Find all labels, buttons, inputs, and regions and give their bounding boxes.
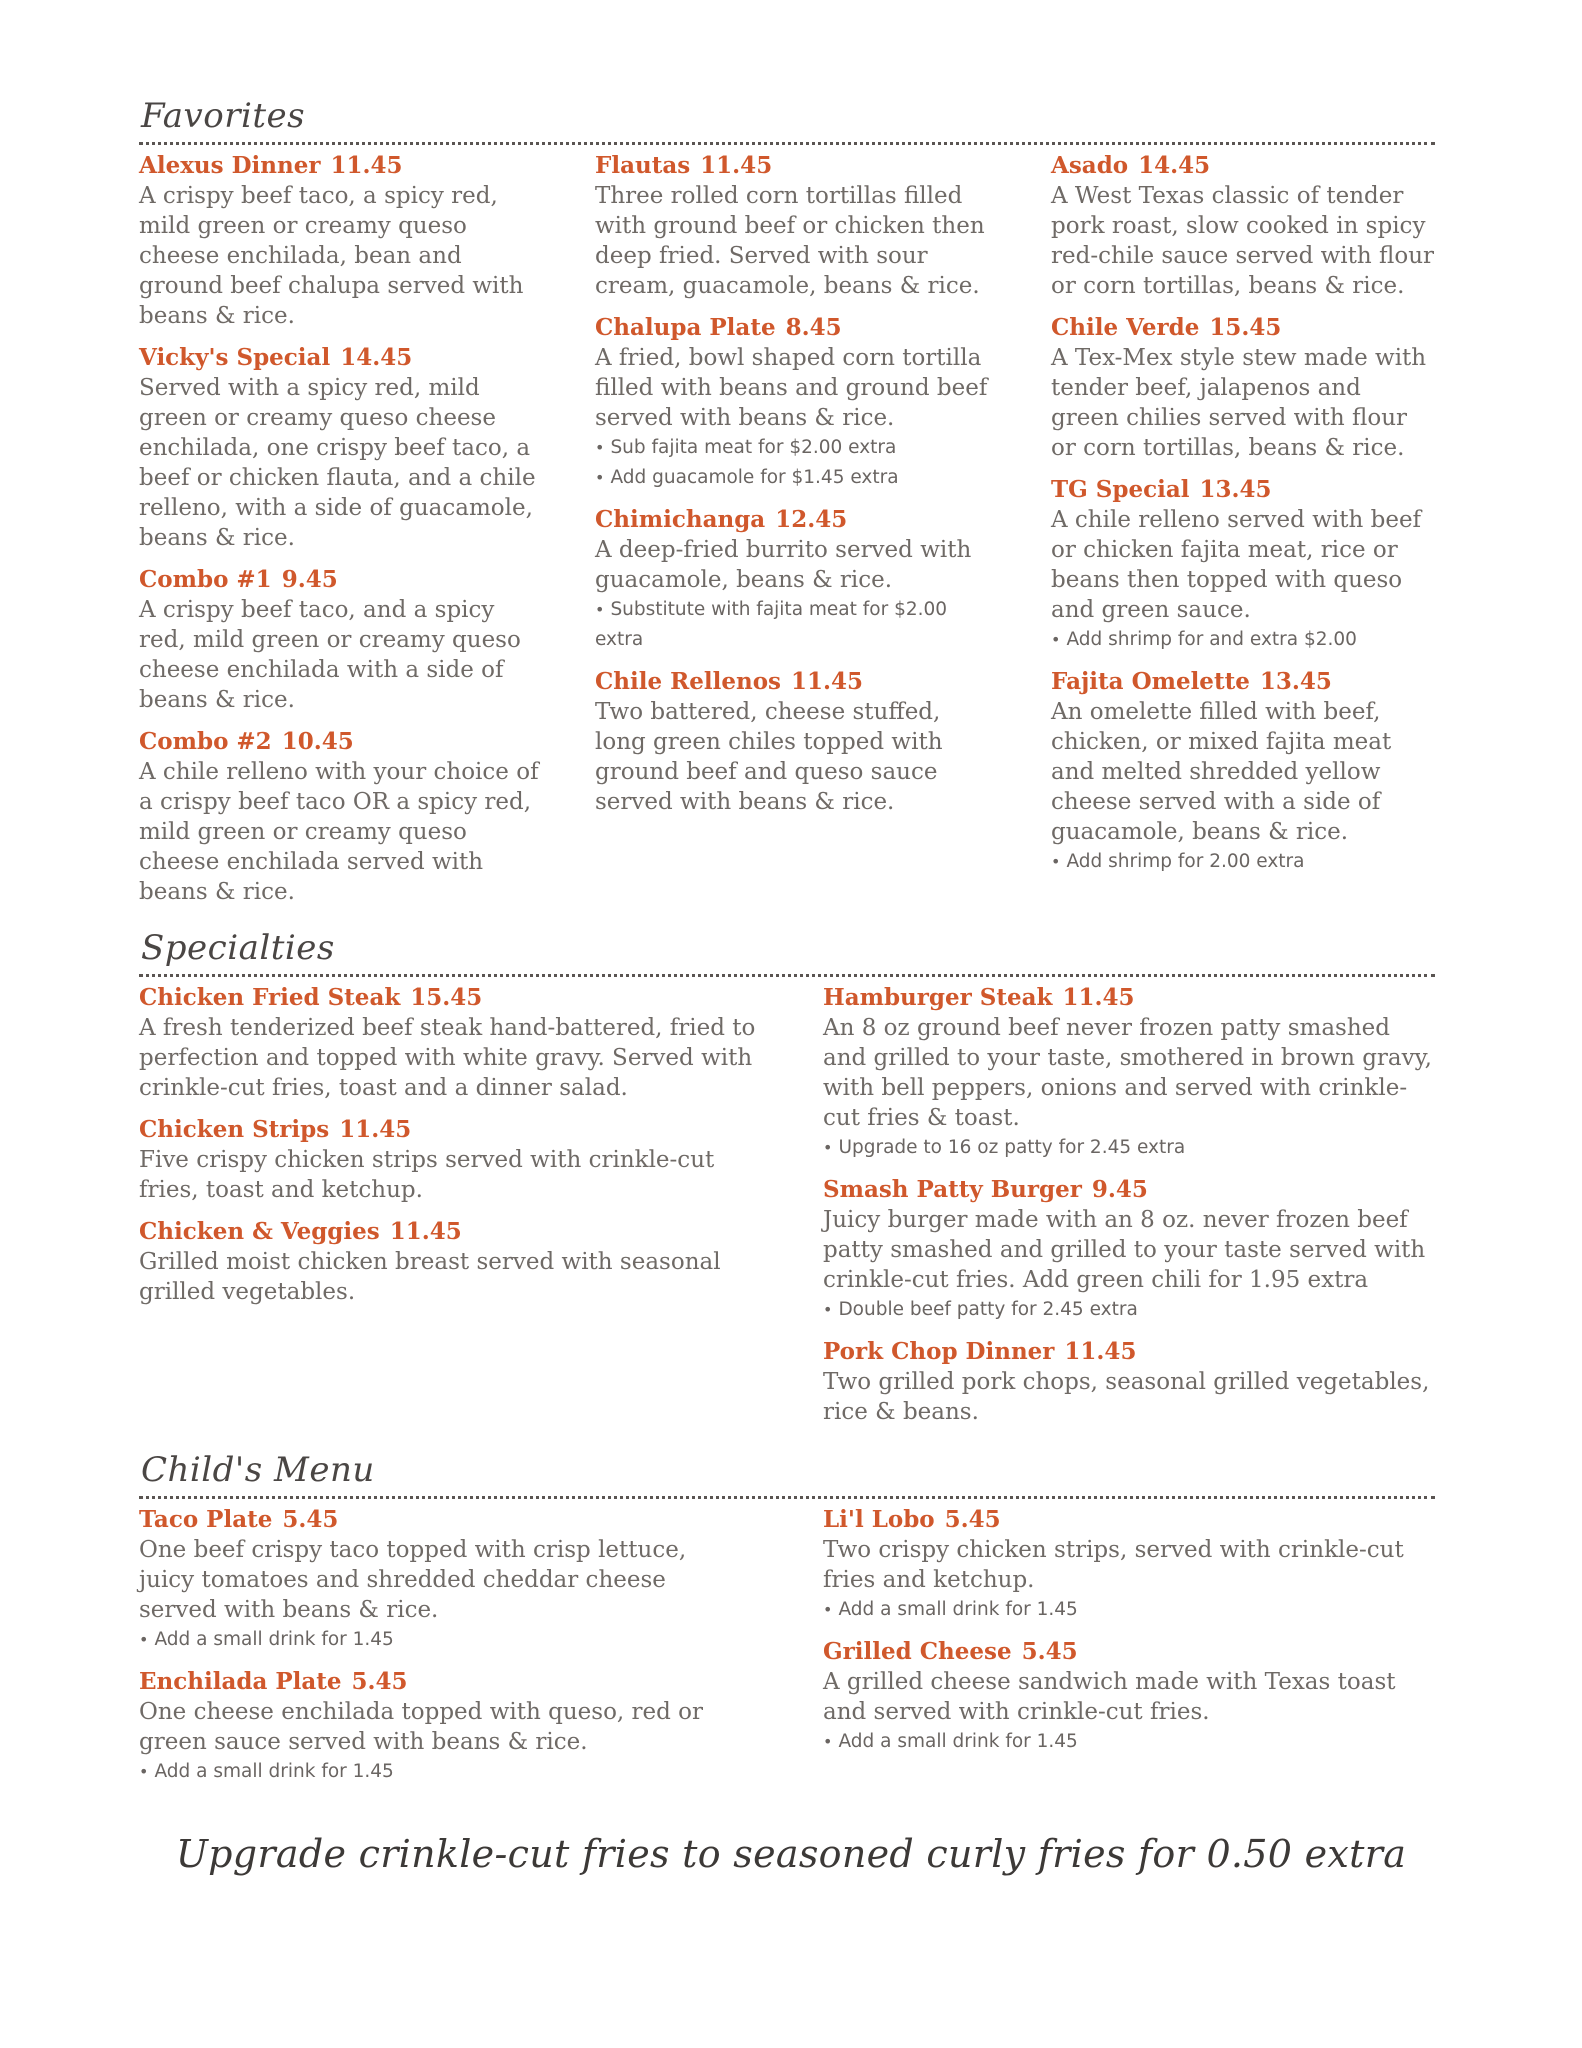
menu-item-description: A crispy beef taco, a spicy red, mild green or creamy queso cheese enchilada, bean and ground beef chalupa served with beans & rice. xyxy=(139,183,524,329)
menu-item-name: Combo #1 xyxy=(139,566,272,593)
menu-item-note: • Double beef patty for 2.45 extra xyxy=(823,1295,1435,1325)
menu-item-name: Chicken Strips xyxy=(139,1116,330,1143)
menu-item-name: Asado xyxy=(1051,152,1129,179)
menu-item-note: • Add shrimp for and extra $2.00 xyxy=(1051,625,1435,655)
menu-item-description: An 8 oz ground beef never frozen patty smashed and grilled to your taste, smothered in brown gravy, with bell peppers, onions and served with crinkle-cut fries & toast. xyxy=(823,1015,1432,1131)
menu-item-heading xyxy=(595,151,995,181)
menu-item-name: TG Special xyxy=(1051,476,1190,503)
menu-item-heading xyxy=(139,343,539,373)
menu-item-price: 11.45 xyxy=(339,1116,412,1143)
menu-item xyxy=(595,313,995,493)
menu-item-name: Chimichanga xyxy=(595,506,766,533)
menu-item-name: Chile Rellenos xyxy=(595,668,782,695)
menu-item-name: Pork Chop Dinner xyxy=(823,1338,1055,1365)
specialties-column-1 xyxy=(139,983,769,1319)
menu-item-description: An omelette filled with beef, chicken, or mixed fajita meat and melted shredded yellow cheese served with a side of guacamole, beans & rice. xyxy=(1051,699,1392,845)
menu-item-description: Two grilled pork chops, seasonal grilled vegetables, rice & beans. xyxy=(823,1369,1430,1425)
menu-item-heading xyxy=(139,983,769,1013)
menu-item-price: 11.45 xyxy=(1064,1338,1137,1365)
menu-item xyxy=(1051,151,1435,301)
menu-item-note: • Add a small drink for 1.45 xyxy=(139,1757,739,1787)
menu-item xyxy=(139,983,769,1103)
menu-item-heading xyxy=(139,1505,739,1535)
dotted-divider xyxy=(139,142,1435,145)
menu-item-description: A grilled cheese sandwich made with Texas toast and served with crinkle-cut fries. xyxy=(823,1669,1396,1725)
dotted-divider xyxy=(139,1496,1435,1499)
favorites-section xyxy=(139,96,1435,916)
menu-item xyxy=(139,1505,739,1655)
dotted-divider xyxy=(139,974,1435,977)
menu-item-price: 5.45 xyxy=(351,1668,408,1695)
menu-item xyxy=(139,343,539,553)
menu-item-heading xyxy=(139,1115,769,1145)
favorites-column-2 xyxy=(595,151,995,829)
menu-item-heading xyxy=(139,1217,769,1247)
menu-item-description: Five crispy chicken strips served with crinkle-cut fries, toast and ketchup. xyxy=(139,1147,715,1203)
menu-item xyxy=(139,727,539,907)
menu-item-description: A crispy beef taco, and a spicy red, mild green or creamy queso cheese enchilada with a side of beans & rice. xyxy=(139,597,521,713)
menu-item-name: Smash Patty Burger xyxy=(823,1176,1082,1203)
menu-item-note: • Add a small drink for 1.45 xyxy=(139,1625,739,1655)
menu-item-description: Two battered, cheese stuffed, long green chiles topped with ground beef and queso sauce served with beans & rice. xyxy=(595,699,943,815)
menu-item-description: One beef crispy taco topped with crisp lettuce, juicy tomatoes and shredded cheddar cheese served with beans & rice. xyxy=(139,1537,687,1623)
menu-item xyxy=(1051,667,1435,877)
menu-item-description: A Tex-Mex style stew made with tender beef, jalapenos and green chilies served with flour or corn tortillas, beans & rice. xyxy=(1051,345,1427,461)
menu-item-name: Chicken Fried Steak xyxy=(139,984,401,1011)
menu-item-name: Taco Plate xyxy=(139,1506,273,1533)
menu-item-price: 15.45 xyxy=(410,984,483,1011)
menu-item-price: 11.45 xyxy=(791,668,864,695)
menu-item xyxy=(139,1217,769,1307)
menu-item-heading xyxy=(139,151,539,181)
menu-item-description: A fresh tenderized beef steak hand-battered, fried to perfection and topped with white gravy. Served with crinkle-cut fries, toast and a dinner salad. xyxy=(139,1015,756,1101)
menu-item-name: Grilled Cheese xyxy=(823,1638,1012,1665)
menu-item-price: 9.45 xyxy=(281,566,338,593)
menu-item xyxy=(823,1175,1435,1325)
childs-column-1 xyxy=(139,1505,739,1799)
menu-item-price: 11.45 xyxy=(700,152,773,179)
menu-item-heading xyxy=(595,667,995,697)
section-title: Specialties xyxy=(141,928,335,968)
menu-item-price: 5.45 xyxy=(944,1506,1001,1533)
menu-item-description: A chile relleno with your choice of a crispy beef taco OR a spicy red, mild green or creamy queso cheese enchilada served with beans & rice. xyxy=(139,759,539,905)
menu-item xyxy=(139,151,539,331)
menu-item-note: • Substitute with fajita meat for $2.00 extra xyxy=(595,595,995,655)
menu-item xyxy=(595,151,995,301)
menu-item-heading xyxy=(595,313,995,343)
menu-item-note: • Sub fajita meat for $2.00 extra xyxy=(595,433,995,463)
menu-item xyxy=(1051,313,1435,463)
menu-item-price: 10.45 xyxy=(281,728,354,755)
footer-note: Upgrade crinkle-cut fries to seasoned curly fries for 0.50 extra xyxy=(175,1832,1407,1876)
menu-item xyxy=(823,983,1435,1163)
menu-item-description: A West Texas classic of tender pork roast, slow cooked in spicy red-chile sauce served with flour or corn tortillas, beans & rice. xyxy=(1051,183,1435,299)
menu-item-price: 15.45 xyxy=(1209,314,1282,341)
menu-item-heading xyxy=(1051,313,1435,343)
menu-item-name: Vicky's Special xyxy=(139,344,331,371)
favorites-column-3 xyxy=(1051,151,1435,889)
menu-item-description: A deep-fried burrito served with guacamole, beans & rice. xyxy=(595,537,972,593)
menu-item-price: 11.45 xyxy=(330,152,403,179)
menu-item xyxy=(823,1637,1435,1757)
menu-item xyxy=(823,1337,1435,1427)
favorites-column-1 xyxy=(139,151,539,919)
specialties-column-2 xyxy=(823,983,1435,1439)
menu-item-heading xyxy=(139,1667,739,1697)
menu-item xyxy=(1051,475,1435,655)
menu-item-name: Enchilada Plate xyxy=(139,1668,342,1695)
menu-item-name: Chicken & Veggies xyxy=(139,1218,380,1245)
menu-item-description: Three rolled corn tortillas filled with ground beef or chicken then deep fried. Served with sour cream, guacamole, beans & rice. xyxy=(595,183,985,299)
menu-item-description: A fried, bowl shaped corn tortilla filled with beans and ground beef served with beans & rice. xyxy=(595,345,988,431)
menu-item-price: 5.45 xyxy=(282,1506,339,1533)
menu-item-heading xyxy=(823,1637,1435,1667)
menu-item xyxy=(139,1667,739,1787)
menu-item-heading xyxy=(1051,151,1435,181)
menu-item-description: Served with a spicy red, mild green or creamy queso cheese enchilada, one crispy beef taco, a beef or chicken flauta, and a chile relleno, with a side of guacamole, beans & rice. xyxy=(139,375,536,551)
menu-item-name: Li'l Lobo xyxy=(823,1506,935,1533)
menu-item xyxy=(139,1115,769,1205)
menu-item-name: Alexus Dinner xyxy=(139,152,321,179)
section-title: Child's Menu xyxy=(141,1450,375,1490)
childs-column-2 xyxy=(823,1505,1435,1769)
menu-item-heading xyxy=(823,1337,1435,1367)
menu-item-description: One cheese enchilada topped with queso, red or green sauce served with beans & rice. xyxy=(139,1699,704,1755)
menu-item-heading xyxy=(595,505,995,535)
menu-item-note: • Add a small drink for 1.45 xyxy=(823,1595,1435,1625)
menu-item xyxy=(595,667,995,817)
menu-item-price: 13.45 xyxy=(1199,476,1272,503)
menu-item xyxy=(595,505,995,655)
menu-item-price: 14.45 xyxy=(1138,152,1211,179)
menu-item-heading xyxy=(139,565,539,595)
menu-item-price: 11.45 xyxy=(1062,984,1135,1011)
menu-item-description: Two crispy chicken strips, served with crinkle-cut fries and ketchup. xyxy=(823,1537,1404,1593)
menu-item-price: 9.45 xyxy=(1091,1176,1148,1203)
section-title: Favorites xyxy=(141,96,306,136)
menu-item-description: Grilled moist chicken breast served with seasonal grilled vegetables. xyxy=(139,1249,721,1305)
menu-item-note: • Add guacamole for $1.45 extra xyxy=(595,463,995,493)
menu-item-heading xyxy=(823,1175,1435,1205)
menu-item-description: Juicy burger made with an 8 oz. never frozen beef patty smashed and grilled to your taste served with crinkle-cut fries. Add green chili for 1.95 extra xyxy=(823,1207,1426,1293)
menu-item-price: 13.45 xyxy=(1259,668,1332,695)
menu-item-price: 14.45 xyxy=(340,344,413,371)
menu-item xyxy=(139,565,539,715)
menu-item-name: Fajita Omelette xyxy=(1051,668,1250,695)
menu-item-name: Flautas xyxy=(595,152,691,179)
menu-item-name: Chile Verde xyxy=(1051,314,1200,341)
menu-item-name: Hamburger Steak xyxy=(823,984,1053,1011)
menu-item-name: Combo #2 xyxy=(139,728,272,755)
menu-item xyxy=(823,1505,1435,1625)
menu-item-name: Chalupa Plate xyxy=(595,314,776,341)
menu-item-heading xyxy=(823,983,1435,1013)
menu-item-heading xyxy=(823,1505,1435,1535)
menu-item-price: 8.45 xyxy=(785,314,842,341)
menu-item-description: A chile relleno served with beef or chicken fajita meat, rice or beans then topped with queso and green sauce. xyxy=(1051,507,1422,623)
menu-item-note: • Add a small drink for 1.45 xyxy=(823,1727,1435,1757)
menu-item-heading xyxy=(1051,667,1435,697)
menu-item-price: 11.45 xyxy=(389,1218,462,1245)
menu-item-heading xyxy=(139,727,539,757)
menu-item-note: • Upgrade to 16 oz patty for 2.45 extra xyxy=(823,1133,1435,1163)
menu-item-price: 12.45 xyxy=(775,506,848,533)
menu-item-price: 5.45 xyxy=(1021,1638,1078,1665)
menu-item-heading xyxy=(1051,475,1435,505)
menu-item-note: • Add shrimp for 2.00 extra xyxy=(1051,847,1435,877)
childs-menu-section xyxy=(139,1450,1435,1790)
specialties-section xyxy=(139,928,1435,1425)
